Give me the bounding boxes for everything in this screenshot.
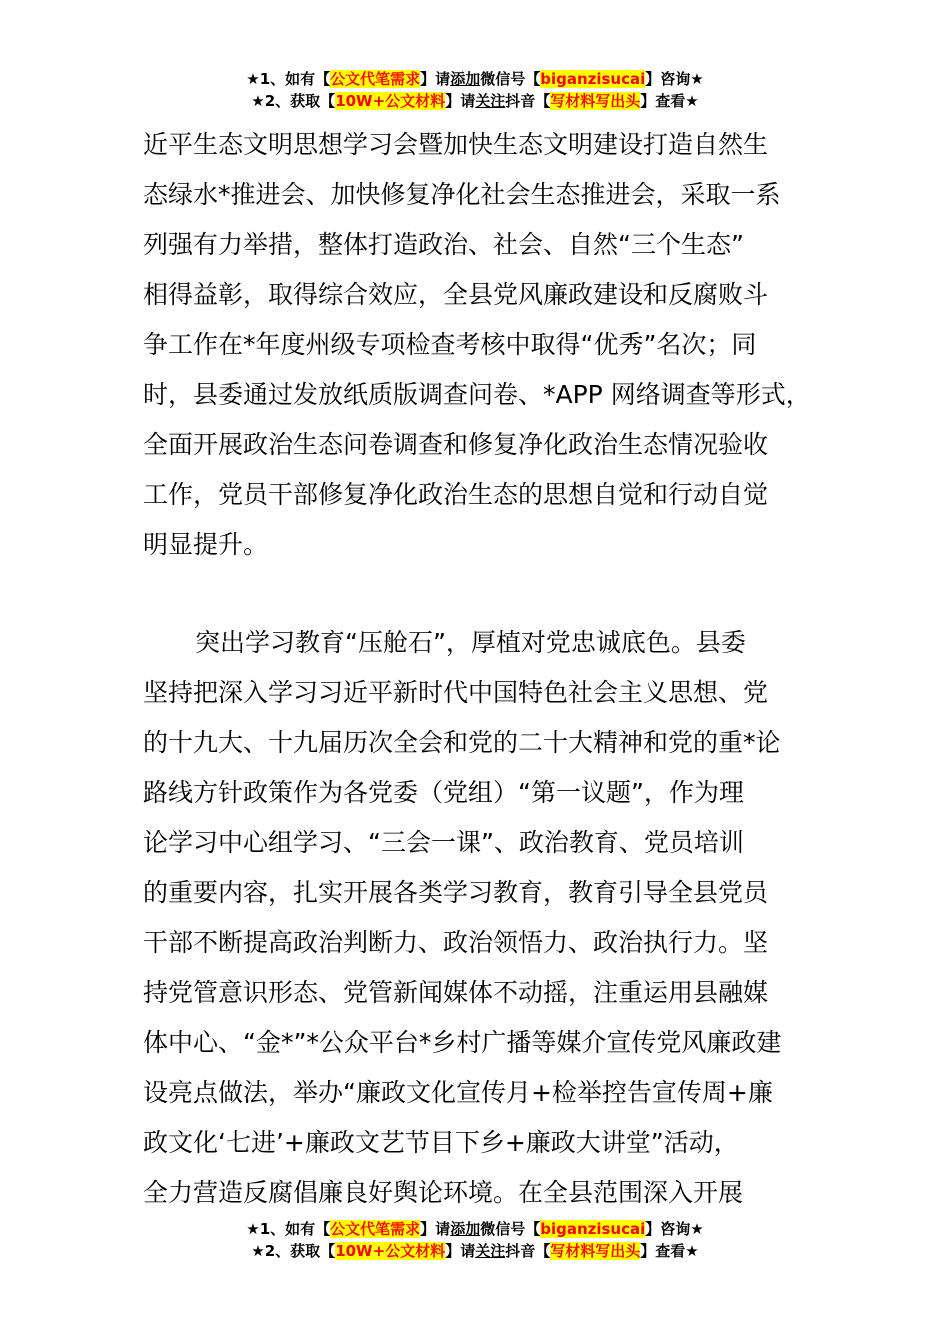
text-line: 论学习中心组学习、“三会一课”、政治教育、党员培训 [143, 828, 744, 857]
text-line: 体中心、“金*”*公众平台*乡村广播等媒介宣传党风廉政建 [143, 1028, 782, 1057]
promo-highlight: 公文代笔需求 [330, 1220, 421, 1238]
promo-underline: 添加 [450, 1220, 481, 1238]
promo-line-2 [0, 90, 950, 112]
promo-highlight: 公文代笔需求 [330, 70, 421, 88]
promo-text: ★1、如有【 [246, 1220, 331, 1238]
promo-banner-top [0, 68, 950, 112]
promo-line-1 [0, 68, 950, 90]
promo-highlight: biganzisucai [540, 1220, 646, 1238]
text-line: 时，县委通过发放纸质版调查问卷、*APP 网络调查等形式， [143, 380, 811, 409]
promo-text: 】请 [420, 70, 451, 88]
promo-highlight: 写材料写出头 [550, 1242, 641, 1260]
promo-text: ★1、如有【 [246, 70, 331, 88]
promo-highlight: 写材料写出头 [550, 92, 641, 110]
text-line-first: 突出学习教育“压舱石”，厚植对党忠诚底色。县委 [195, 628, 746, 657]
text-line: 持党管意识形态、党管新闻媒体不动摇，注重运用县融媒 [143, 978, 769, 1007]
paragraph-2 [143, 618, 823, 1218]
text-line: 干部不断提高政治判断力、政治领悟力、政治执行力。坚 [143, 928, 769, 957]
text-line: 坚持把深入学习习近平新时代中国特色社会主义思想、党 [143, 678, 769, 707]
promo-text: 微信号【 [480, 1220, 541, 1238]
promo-banner-bottom [0, 1218, 950, 1262]
promo-text: ★2、获取【 [251, 1242, 336, 1260]
text-line: 的重要内容，扎实开展各类学习教育，教育引导全县党员 [143, 878, 769, 907]
promo-text: 】查看★ [640, 1242, 699, 1260]
promo-text: 微信号【 [480, 70, 541, 88]
text-line: 设亮点做法，举办“廉政文化宣传月+检举控告宣传周+廉 [143, 1078, 773, 1107]
promo-text: 】请 [445, 92, 476, 110]
promo-text: 抖音【 [505, 1242, 551, 1260]
promo-line-1 [0, 1218, 950, 1240]
promo-text: 】查看★ [640, 92, 699, 110]
paragraph-1 [143, 120, 823, 570]
promo-underline: 关注 [475, 1242, 506, 1260]
text-line: 的十九大、十九届历次全会和党的二十大精神和党的重*论 [143, 728, 781, 757]
text-line: 路线方针政策作为各党委（党组）“第一议题”，作为理 [143, 778, 744, 807]
promo-underline: 关注 [475, 92, 506, 110]
text-line: 态绿水*推进会、加快修复净化社会生态推进会，采取一系 [143, 180, 781, 209]
text-line: 相得益彰，取得综合效应，全县党风廉政建设和反腐败斗 [143, 280, 769, 309]
promo-highlight: 10W+公文材料 [335, 92, 446, 110]
promo-text: 】请 [420, 1220, 451, 1238]
promo-text: 】咨询★ [645, 1220, 704, 1238]
text-line: 全面开展政治生态问卷调查和修复净化政治生态情况验收 [143, 430, 769, 459]
promo-line-2 [0, 1240, 950, 1262]
promo-text: ★2、获取【 [251, 92, 336, 110]
promo-underline: 添加 [450, 70, 481, 88]
promo-highlight: biganzisucai [540, 70, 646, 88]
promo-text: 】请 [445, 1242, 476, 1260]
text-line: 工作，党员干部修复净化政治生态的思想自觉和行动自觉 [143, 480, 769, 509]
text-line: 近平生态文明思想学习会暨加快生态文明建设打造自然生 [143, 130, 769, 159]
promo-text: 抖音【 [505, 92, 551, 110]
promo-highlight: 10W+公文材料 [335, 1242, 446, 1260]
text-line: 全力营造反腐倡廉良好舆论环境。在全县范围深入开展 [143, 1178, 744, 1207]
text-line: 列强有力举措，整体打造政治、社会、自然“三个生态” [143, 230, 744, 259]
promo-text: 】咨询★ [645, 70, 704, 88]
text-line: 政文化‘七进’+廉政文艺节目下乡+廉政大讲堂”活动， [143, 1128, 739, 1157]
text-line: 争工作在*年度州级专项检查考核中取得“优秀”名次；同 [143, 330, 757, 359]
text-line: 明显提升。 [143, 530, 269, 559]
